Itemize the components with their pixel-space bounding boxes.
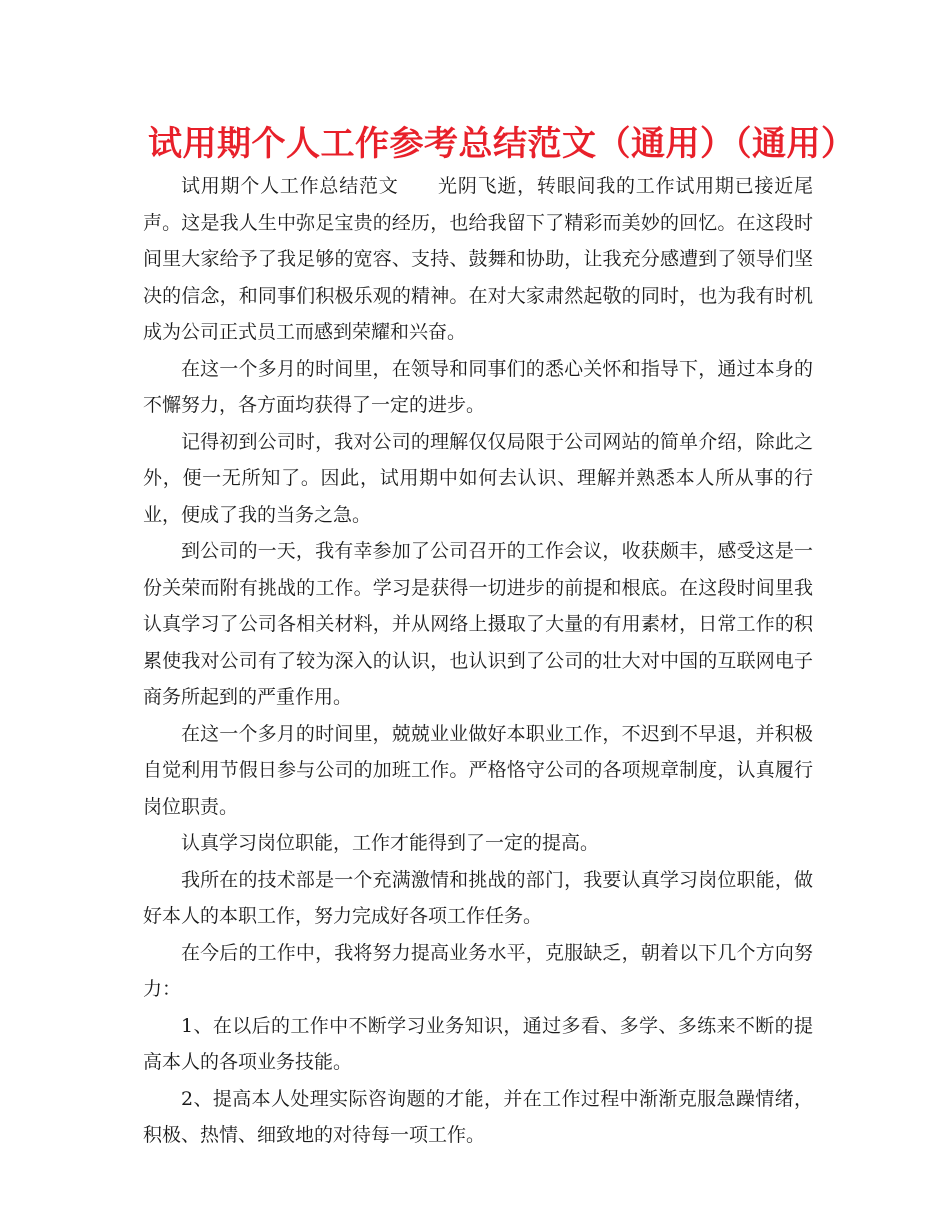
paragraph: 在这一个多月的时间里，在领导和同事们的悉心关怀和指导下，通过本身的不懈努力，各方面均获得了一定的进步。 (143, 357, 813, 416)
document-title: 试用期个人工作参考总结范文（通用）（通用） (148, 124, 856, 164)
paragraph: 到公司的一天，我有幸参加了公司召开的工作会议，收获颇丰，感受这是一份关荣而附有挑战的工作。学习是获得一切进步的前提和根底。在这段时间里我认真学习了公司各相关材料，并从网络上摄取了大量的有用素材，日常工作的积累使我对公司有了较为深入的认识，也认识到了公司的壮大对中国的互联网电子商务所起到的严重作用。 (143, 540, 813, 708)
paragraph: 在今后的工作中，我将努力提高业务水平，克服缺乏，朝着以下几个方向努力： (143, 941, 813, 1000)
paragraph: 记得初到公司时，我对公司的理解仅仅局限于公司网站的简单介绍，除此之外，便一无所知了。因此，试用期中如何去认识、理解并熟悉本人所从事的行业，便成了我的当务之急。 (143, 430, 813, 526)
paragraph: 认真学习岗位职能，工作才能得到了一定的提高。 (181, 832, 600, 854)
paragraph: 在这一个多月的时间里，兢兢业业做好本职业工作，不迟到不早退，并积极自觉利用节假日参与公司的加班工作。严格恪守公司的各项规章制度，认真履行岗位职责。 (143, 722, 813, 818)
document-body (143, 168, 813, 1154)
paragraph: 我所在的技术部是一个充满激情和挑战的部门，我要认真学习岗位职能，做好本人的本职工作，努力完成好各项工作任务。 (143, 868, 813, 927)
paragraph: 试用期个人工作总结范文 光阴飞逝，转眼间我的工作试用期已接近尾声。这是我人生中弥足宝贵的经历，也给我留下了精彩而美妙的回忆。在这段时间里大家给予了我足够的宽容、支持、鼓舞和协助，让我充分感遭到了领导们坚决的信念，和同事们积极乐观的精神。在对大家肃然起敬的同时，也为我有时机成为公司正式员工而感到荣耀和兴奋。 (143, 175, 813, 343)
paragraph: 2、提高本人处理实际咨询题的才能，并在工作过程中渐渐克服急躁情绪，积极、热情、细致地的对待每一项工作。 (143, 1087, 813, 1146)
paragraph: 1、在以后的工作中不断学习业务知识，通过多看、多学、多练来不断的提高本人的各项业务技能。 (143, 1014, 813, 1073)
